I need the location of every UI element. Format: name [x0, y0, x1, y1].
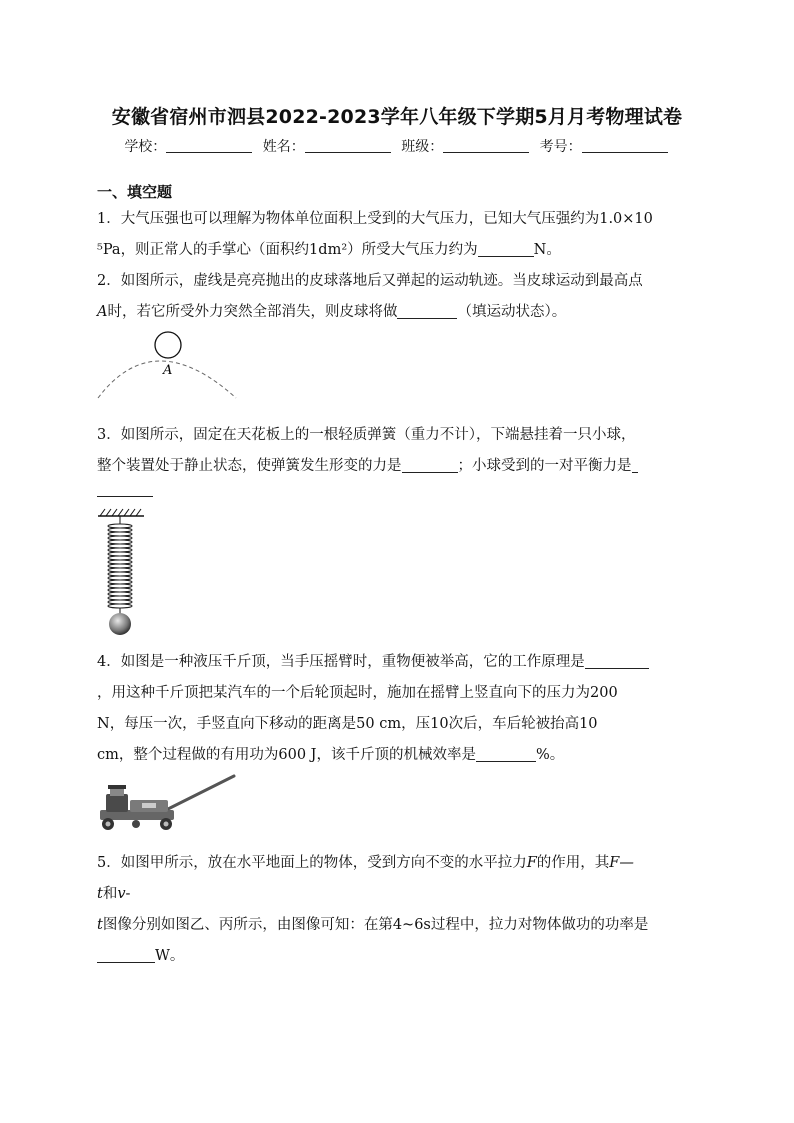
- q4-answer-blank-2[interactable]: [476, 747, 536, 762]
- exam-title: 安徽省宿州市泗县2022-2023学年八年级下学期5月月考物理试卷: [111, 106, 683, 128]
- name-field: 姓名：: [263, 136, 393, 156]
- name-blank[interactable]: [305, 138, 391, 153]
- q4-line2: ，用这种千斤顶把某汽车的一个后轮顶起时，施加在摇臂上竖直向下的压力为200: [97, 685, 618, 701]
- school-blank[interactable]: [166, 138, 252, 153]
- q1-line1: 1．大气压强也可以理解为物体单位面积上受到的大气压力，已知大气压强约为1.0×10: [97, 211, 653, 227]
- q3-line1: 3．如图所示，固定在天花板上的一根轻质弹簧（重力不计），下端悬挂着一只小球，: [97, 427, 636, 443]
- q5-line2: t和v-: [97, 886, 131, 902]
- q5-line4: W。: [97, 944, 184, 965]
- q3-answer-blank-2[interactable]: [97, 482, 153, 497]
- q5-line3: t图像分别如图乙、丙所示，由图像可知：在第4~6s过程中，拉力对物体做功的功率是: [97, 917, 649, 933]
- q2-line2: A时，若它所受外力突然全部消失，则皮球将做 （填运动状态）。: [97, 304, 567, 320]
- hanging-ball: [109, 613, 131, 635]
- section-heading: 一、填空题: [97, 183, 173, 201]
- ball-trajectory-figure: [94, 326, 244, 402]
- q5-answer-blank[interactable]: [97, 948, 155, 963]
- hydraulic-jack-figure: [96, 772, 238, 834]
- exam-number-field: 考号：: [540, 136, 670, 156]
- q3-line2: 整个装置处于静止状态，使弹簧发生形变的力是 ；小球受到的一对平衡力是: [97, 454, 638, 475]
- class-blank[interactable]: [443, 138, 529, 153]
- q5-line1: 5．如图甲所示，放在水平地面上的物体，受到方向不变的水平拉力F的作用，其F—: [97, 855, 634, 871]
- school-field: 学校：: [124, 136, 254, 156]
- q2-line1: 2．如图所示，虚线是亮亮抛出的皮球落地后又弹起的运动轨迹。当皮球运动到最高点: [97, 273, 643, 289]
- q1-line2: ⁵Pa，则正常人的手掌心（面积约1dm²）所受大气压力约为 N。: [97, 242, 561, 258]
- q4-line3: N，每压一次，手竖直向下移动的距离是50 cm，压10次后，车后轮被抬高10: [97, 716, 598, 732]
- class-field: 班级：: [401, 136, 531, 156]
- q3-line3: [97, 482, 153, 498]
- q1-answer-blank[interactable]: [478, 242, 534, 257]
- q4-answer-blank-1[interactable]: [585, 654, 649, 669]
- ceiling-hatch: [98, 509, 144, 516]
- spring-coil: [108, 524, 132, 608]
- student-info-row: [0, 136, 794, 156]
- spring-ball-figure: [96, 506, 146, 638]
- jack-lever-arm: [166, 776, 234, 810]
- q3-answer-blank-1[interactable]: [402, 458, 458, 473]
- ball-circle: [155, 332, 181, 358]
- q4-line4: cm，整个过程做的有用功为600 J，该千斤顶的机械效率是 %。: [97, 747, 565, 763]
- q4-line1: 4．如图是一种液压千斤顶，当手压摇臂时，重物便被举高，它的工作原理是: [97, 650, 649, 671]
- q2-answer-blank[interactable]: [397, 304, 457, 319]
- exam-number-blank[interactable]: [582, 138, 668, 153]
- point-a-label: A: [163, 363, 173, 378]
